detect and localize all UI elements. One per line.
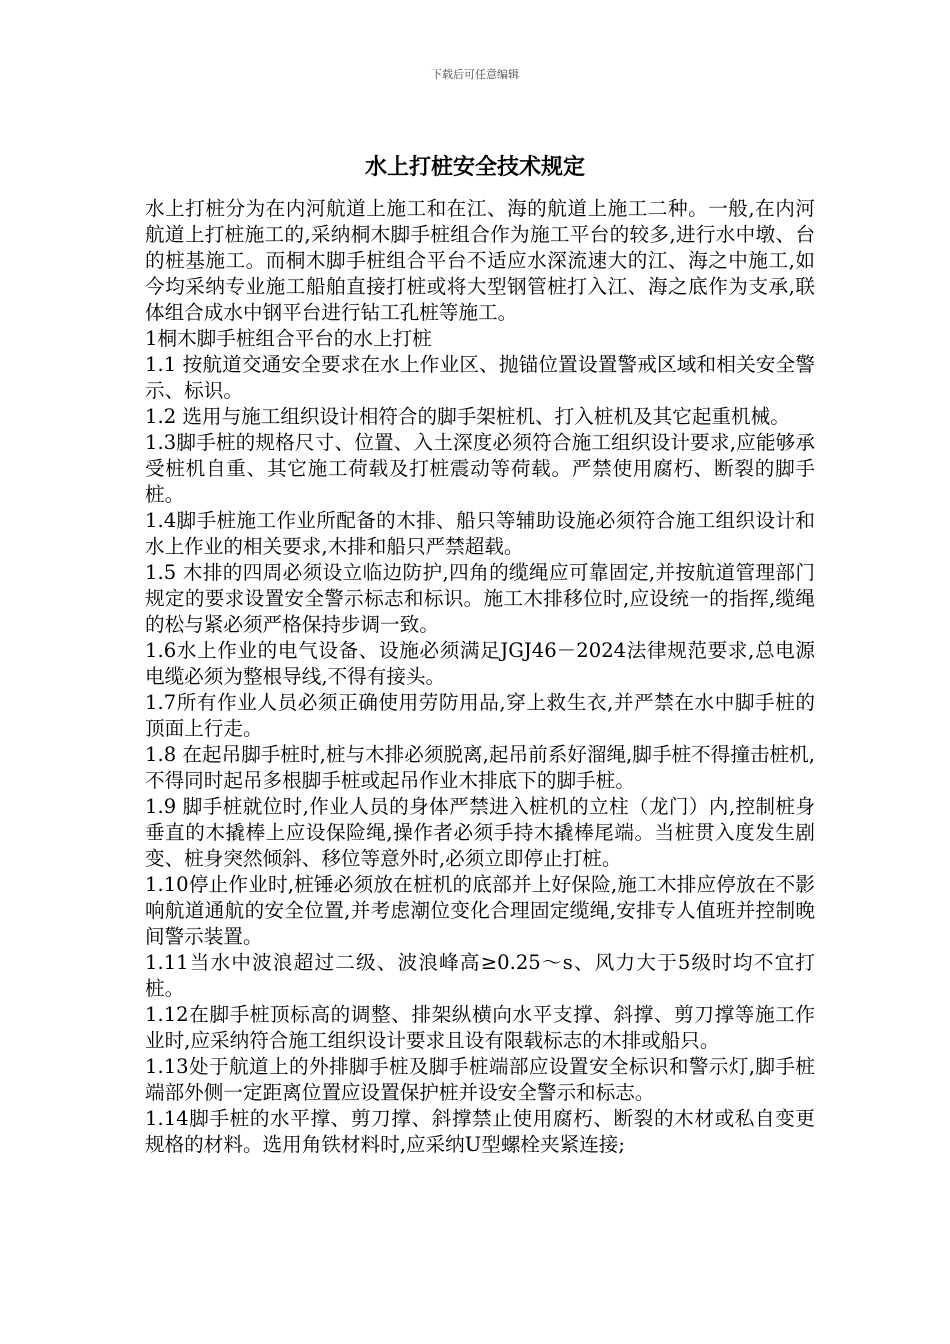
document-title: 水上打桩安全技术规定 xyxy=(364,155,585,180)
clause-1-4: 1.4脚手桩施工作业所配备的木排、船只等辅助设施必须符合施工组织设计和水上作业的相关要求,木排和船只严禁超载。 xyxy=(145,509,815,558)
clause-1-6: 1.6水上作业的电气设备、设施必须满足JGJ46－2024法律规范要求,总电源电缆必须为整根导线,不得有接头。 xyxy=(145,639,815,688)
clause-1-8: 1.8 在起吊脚手桩时,桩与木排必须脱离,起吊前系好溜绳,脚手桩不得撞击桩机,不得同时起吊多根脚手桩或起吊作业木排底下的脚手桩。 xyxy=(145,743,815,792)
clause-1-9: 1.9 脚手桩就位时,作业人员的身体严禁进入桩机的立柱（龙门）内,控制桩身垂直的木撬棒上应设保险绳,操作者必须手持木撬棒尾端。当桩贯入度发生剧变、桩身突然倾斜、移位等意外时,必须立即停止打桩。 xyxy=(145,795,815,870)
clause-1-2: 1.2 选用与施工组织设计相符合的脚手架桩机、打入桩机及其它起重机械。 xyxy=(145,405,790,428)
clause-1-11: 1.11当水中波浪超过二级、波浪峰高≥0.25～s、风力大于5级时均不宜打桩。 xyxy=(145,951,815,1000)
clause-1-12: 1.12在脚手桩顶标高的调整、排架纵横向水平支撑、斜撑、剪刀撑等施工作业时,应采纳符合施工组织设计要求且设有限载标志的木排或船只。 xyxy=(145,1003,815,1052)
clause-1-7: 1.7所有作业人员必须正确使用劳防用品,穿上救生衣,并严禁在水中脚手桩的顶面上行走。 xyxy=(145,691,815,740)
clause-1-10: 1.10停止作业时,桩锤必须放在桩机的底部并上好保险,施工木排应停放在不影响航道通航的安全位置,并考虑潮位变化合理固定缆绳,安排专人值班并控制晚间警示装置。 xyxy=(145,873,815,948)
clause-1-3: 1.3脚手桩的规格尺寸、位置、入土深度必须符合施工组织设计要求,应能够承受桩机自重、其它施工荷载及打桩震动等荷载。严禁使用腐朽、断裂的脚手桩。 xyxy=(145,431,815,506)
document-body xyxy=(145,196,815,1158)
clause-1-1: 1.1 按航道交通安全要求在水上作业区、抛锚位置设置警戒区域和相关安全警示、标识。 xyxy=(145,353,815,402)
clause-1-13: 1.13处于航道上的外排脚手桩及脚手桩端部应设置安全标识和警示灯,脚手桩端部外侧一定距离位置应设置保护桩并设安全警示和标志。 xyxy=(145,1055,815,1104)
intro-paragraph: 水上打桩分为在内河航道上施工和在江、海的航道上施工二种。一般,在内河航道上打桩施工的,采纳桐木脚手桩组合作为施工平台的较多,进行水中墩、台的桩基施工。而桐木脚手桩组合平台不适应水深流速大的江、海之中施工,如今均采纳专业施工船舶直接打桩或将大型钢管桩打入江、海之底作为支承,联体组合成水中钢平台进行钻工孔桩等施工。 xyxy=(145,197,815,324)
header-note: 下载后可任意编辑 xyxy=(431,68,519,81)
section-heading: 1桐木脚手桩组合平台的水上打桩 xyxy=(145,327,432,350)
clause-1-5: 1.5 木排的四周必须设立临边防护,四角的缆绳应可靠固定,并按航道管理部门规定的要求设置安全警示标志和标识。施工木排移位时,应设统一的指挥,缆绳的松与紧必须严格保持步调一致。 xyxy=(145,561,815,636)
clause-1-14: 1.14脚手桩的水平撑、剪刀撑、斜撑禁止使用腐朽、断裂的木材或私自变更规格的材料。选用角铁材料时,应采纳U型螺栓夹紧连接; xyxy=(145,1107,815,1156)
